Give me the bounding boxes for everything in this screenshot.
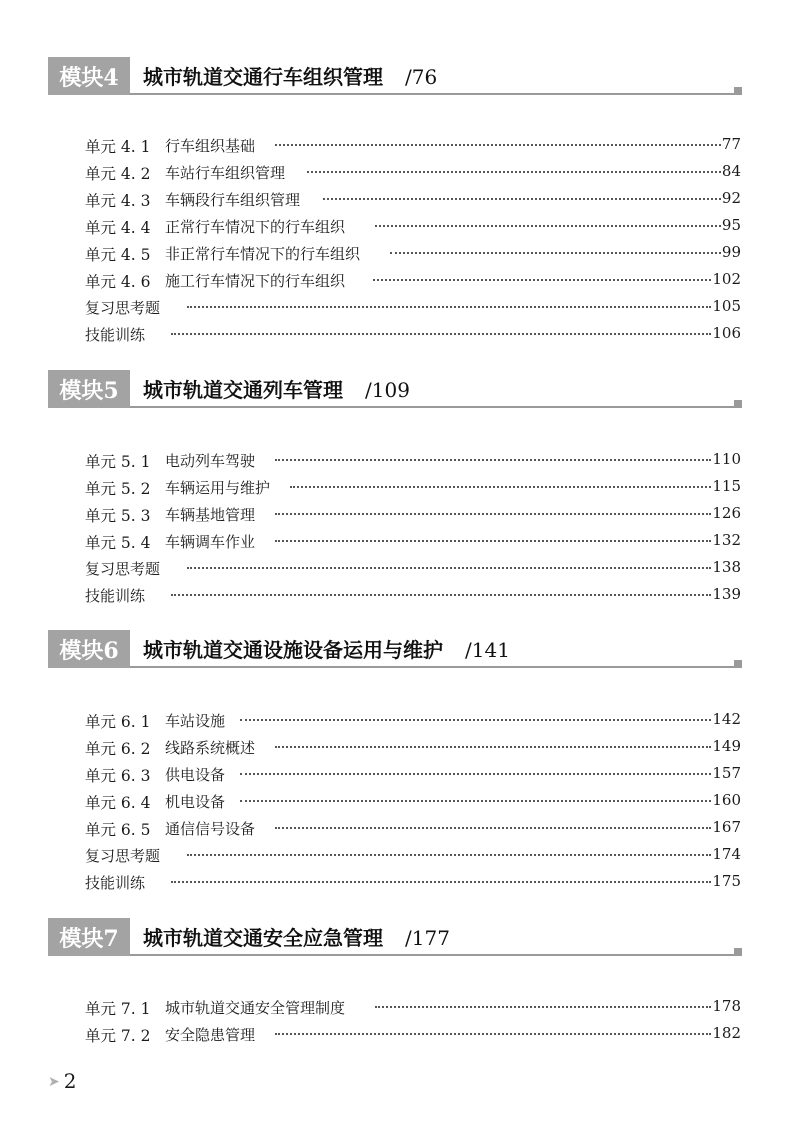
entry-code: 单元 4. 6 (85, 273, 151, 291)
module-title: 城市轨道交通行车组织管理 /76 (143, 65, 438, 89)
entry-page: 92 (721, 189, 741, 207)
entry-code: 单元 4. 5 (85, 246, 151, 264)
toc-entry[interactable] (85, 735, 741, 762)
toc-entry[interactable] (85, 295, 741, 322)
entry-code: 单元 5. 4 (85, 534, 151, 552)
module-badge: 模块4 (48, 57, 130, 95)
entry-title: 正常行车情况下的行车组织 (165, 218, 346, 236)
entry-title: 车站设施 (165, 712, 226, 730)
module-badge: 模块7 (48, 918, 130, 956)
dot-leader (171, 333, 711, 335)
dot-leader (323, 198, 721, 200)
entry-page: 102 (712, 270, 741, 288)
dot-leader (240, 800, 711, 802)
toc-entry[interactable] (85, 475, 741, 502)
page-footer (48, 1069, 76, 1093)
entry-title: 复习思考题 (85, 560, 161, 578)
entry-page: 110 (712, 450, 741, 468)
entry-page: 174 (712, 845, 741, 863)
entry-title: 通信信号设备 (165, 820, 256, 838)
module-rule (130, 666, 742, 668)
toc-entry[interactable] (85, 160, 741, 187)
toc-entry[interactable] (85, 556, 741, 583)
module-page: /141 (465, 638, 510, 662)
module-title: 城市轨道交通列车管理 /109 (143, 378, 410, 402)
toc-entry[interactable] (85, 187, 741, 214)
module-header (48, 918, 742, 956)
entry-page: 139 (712, 585, 741, 603)
entry-page: 99 (721, 243, 741, 261)
entry-page: 167 (712, 818, 741, 836)
toc-entry[interactable] (85, 789, 741, 816)
entry-page: 182 (712, 1024, 741, 1042)
module-badge: 模块5 (48, 370, 130, 408)
dot-leader (275, 459, 711, 461)
toc-entry[interactable] (85, 214, 741, 241)
module-page: /109 (365, 378, 410, 402)
rule-corner-mark (734, 948, 742, 954)
entry-page: 142 (712, 710, 741, 728)
entry-code: 单元 4. 4 (85, 219, 151, 237)
dot-leader (187, 306, 711, 308)
entry-page: 126 (712, 504, 741, 522)
entry-code: 单元 6. 2 (85, 740, 151, 758)
entry-code: 单元 6. 5 (85, 821, 151, 839)
entry-title: 机电设备 (165, 793, 226, 811)
entry-page: 115 (712, 477, 741, 495)
chevron-right-icon: ➤ (48, 1074, 60, 1090)
entry-title: 车站行车组织管理 (165, 164, 286, 182)
entry-page: 149 (712, 737, 741, 755)
toc-entry[interactable] (85, 870, 741, 897)
entry-page: 105 (712, 297, 741, 315)
toc-entry[interactable] (85, 241, 741, 268)
dot-leader (290, 486, 711, 488)
page-number: 2 (63, 1069, 77, 1093)
toc-entry[interactable] (85, 995, 741, 1022)
toc-entry[interactable] (85, 268, 741, 295)
toc-entry[interactable] (85, 762, 741, 789)
entry-page: 178 (712, 997, 741, 1015)
dot-leader (307, 171, 721, 173)
entry-page: 132 (712, 531, 741, 549)
rule-corner-mark (734, 87, 742, 93)
dot-leader (171, 881, 711, 883)
dot-leader (375, 1006, 711, 1008)
entry-page: 77 (721, 135, 741, 153)
dot-leader (373, 279, 711, 281)
toc-entry[interactable] (85, 1022, 741, 1049)
dot-leader (171, 594, 711, 596)
entry-title: 技能训练 (85, 874, 146, 892)
entry-code: 单元 5. 1 (85, 453, 151, 471)
dot-leader (187, 854, 711, 856)
module-header (48, 630, 742, 668)
entry-page: 106 (712, 324, 741, 342)
entry-code: 单元 5. 2 (85, 480, 151, 498)
dot-leader (187, 567, 711, 569)
entry-title: 安全隐患管理 (165, 1026, 256, 1044)
module-header (48, 57, 742, 95)
dot-leader (390, 252, 721, 254)
dot-leader (275, 1033, 711, 1035)
entry-title: 复习思考题 (85, 847, 161, 865)
toc-entry[interactable] (85, 448, 741, 475)
entry-code: 单元 4. 2 (85, 165, 151, 183)
dot-leader (275, 513, 711, 515)
entry-code: 单元 4. 3 (85, 192, 151, 210)
toc-entry[interactable] (85, 583, 741, 610)
dot-leader (375, 225, 721, 227)
toc-entry[interactable] (85, 708, 741, 735)
entry-code: 单元 6. 1 (85, 713, 151, 731)
module-rule (130, 93, 742, 95)
module-rule (130, 406, 742, 408)
entry-page: 160 (712, 791, 741, 809)
rule-corner-mark (734, 400, 742, 406)
module-badge: 模块6 (48, 630, 130, 668)
dot-leader (240, 773, 711, 775)
module-header (48, 370, 742, 408)
rule-corner-mark (734, 660, 742, 666)
toc-entry[interactable] (85, 816, 741, 843)
entry-title: 车辆基地管理 (165, 506, 256, 524)
entry-code: 单元 7. 2 (85, 1027, 151, 1045)
entry-code: 单元 6. 4 (85, 794, 151, 812)
entry-title: 非正常行车情况下的行车组织 (165, 245, 361, 263)
entry-page: 175 (712, 872, 741, 890)
module-page: /76 (405, 65, 438, 89)
entry-title: 施工行车情况下的行车组织 (165, 272, 346, 290)
entry-code: 单元 6. 3 (85, 767, 151, 785)
dot-leader (275, 827, 711, 829)
entry-title: 线路系统概述 (165, 739, 256, 757)
toc-entry[interactable] (85, 843, 741, 870)
dot-leader (275, 540, 711, 542)
module-page: /177 (405, 926, 450, 950)
module-rule (130, 954, 742, 956)
entry-title: 车辆调车作业 (165, 533, 256, 551)
entry-title: 车辆段行车组织管理 (165, 191, 301, 209)
entry-title: 行车组织基础 (165, 137, 256, 155)
toc-entry[interactable] (85, 529, 741, 556)
entry-page: 95 (721, 216, 741, 234)
entry-code: 单元 7. 1 (85, 1000, 151, 1018)
entry-title: 车辆运用与维护 (165, 479, 271, 497)
entry-title: 技能训练 (85, 326, 146, 344)
toc-entry[interactable] (85, 502, 741, 529)
entry-code: 单元 4. 1 (85, 138, 151, 156)
dot-leader (275, 746, 711, 748)
entry-page: 84 (721, 162, 741, 180)
toc-entry[interactable] (85, 322, 741, 349)
entry-code: 单元 5. 3 (85, 507, 151, 525)
entry-page: 157 (712, 764, 741, 782)
module-title: 城市轨道交通安全应急管理 /177 (143, 926, 450, 950)
entry-title: 技能训练 (85, 587, 146, 605)
entry-title: 复习思考题 (85, 299, 161, 317)
module-title: 城市轨道交通设施设备运用与维护 /141 (143, 638, 510, 662)
entry-title: 供电设备 (165, 766, 226, 784)
entry-title: 城市轨道交通安全管理制度 (165, 999, 346, 1017)
dot-leader (240, 719, 711, 721)
dot-leader (275, 144, 721, 146)
entry-page: 138 (712, 558, 741, 576)
entry-title: 电动列车驾驶 (165, 452, 256, 470)
toc-entry[interactable] (85, 133, 741, 160)
